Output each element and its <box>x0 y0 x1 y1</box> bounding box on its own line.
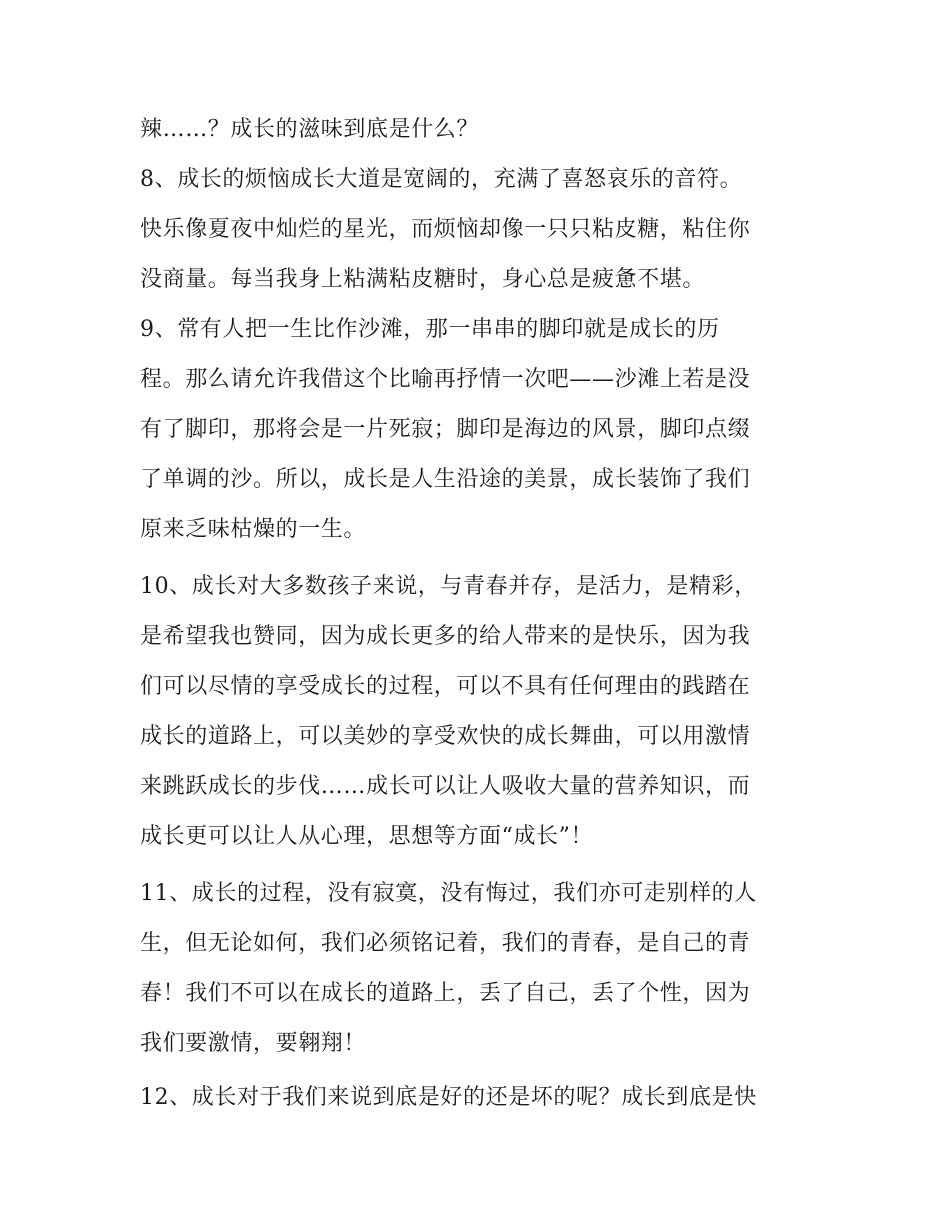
text-line: 成长的道路上，可以美妙的享受欢快的成长舞曲，可以用激情 <box>140 724 751 749</box>
text-line: 没商量。每当我身上粘满粘皮糖时，身心总是疲惫不堪。 <box>140 267 706 292</box>
text-line: 生，但无论如何，我们必须铭记着，我们的青春，是自己的青 <box>140 931 751 956</box>
text-line: 成长更可以让人从心理，思想等方面“成长”！ <box>140 824 594 849</box>
text-line: 春！我们不可以在成长的道路上，丢了自己，丢了个性，因为 <box>140 981 751 1006</box>
text-line: 11、成长的过程，没有寂寞，没有悔过，我们亦可走别样的人 <box>140 881 757 906</box>
text-line: 9、常有人把一生比作沙滩，那一串串的脚印就是成长的历 <box>140 317 720 342</box>
text-line: 8、成长的烦恼成长大道是宽阔的，充满了喜怒哀乐的音符。 <box>140 167 743 192</box>
text-line: 们可以尽情的享受成长的过程，可以不具有任何理由的践踏在 <box>140 674 751 699</box>
text-line: 来跳跃成长的步伐……成长可以让人吸收大量的营养知识，而 <box>140 774 751 799</box>
text-line: 有了脚印，那将会是一片死寂；脚印是海边的风景，脚印点缀 <box>140 417 751 442</box>
text-line: 快乐像夏夜中灿烂的星光，而烦恼却像一只只粘皮糖，粘住你 <box>140 217 751 242</box>
text-line: 辣……？成长的滋味到底是什么？ <box>140 117 480 142</box>
text-line: 是希望我也赞同，因为成长更多的给人带来的是快乐，因为我 <box>140 624 751 649</box>
text-line: 10、成长对大多数孩子来说，与青春并存，是活力，是精彩， <box>140 574 757 599</box>
text-line: 我们要激情，要翱翔！ <box>140 1031 367 1056</box>
text-line: 程。那么请允许我借这个比喻再抒情一次吧——沙滩上若是没 <box>140 367 751 392</box>
text-line: 原来乏味枯燥的一生。 <box>140 517 367 542</box>
text-line: 了单调的沙。所以，成长是人生沿途的美景，成长装饰了我们 <box>140 467 751 492</box>
text-line: 12、成长对于我们来说到底是好的还是坏的呢？成长到底是快 <box>140 1085 757 1110</box>
